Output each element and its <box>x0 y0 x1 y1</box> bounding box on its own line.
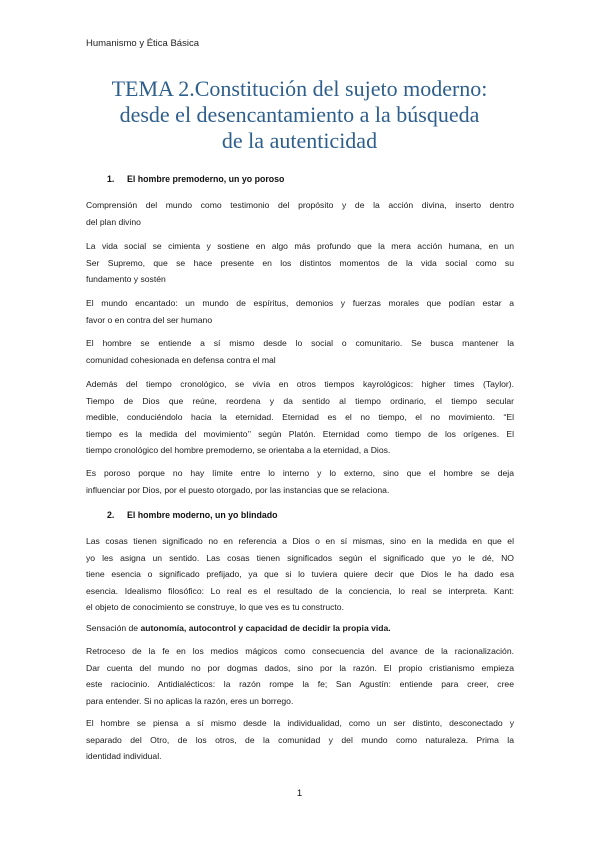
section-heading-1 <box>107 174 284 184</box>
paragraph-line: Retroceso de la fe en los medios mágicos como consecuencia del avance de la racionalización. <box>86 646 514 656</box>
paragraph-line: este raciocinio. Antidialécticos: la razón rompe la fe; San Agustín: entiende para creer, cree <box>86 679 514 689</box>
paragraph-line: yo les asigna un sentido. Las cosas tienen significados según el significado que yo le dé, NO <box>86 552 514 563</box>
paragraph-line: Ser Supremo, que se hace presente en los distintos momentos de la vida social como su <box>86 257 514 268</box>
paragraph-line: separado del Otro, de los otros, de la comunidad y del mundo como naturaleza. Prima la <box>86 734 514 745</box>
title-line: desde el desencantamiento a la búsqueda <box>119 102 480 127</box>
paragraph-line: El hombre se piensa a sí mismo desde la individualidad, como un ser distinto, desconectado y <box>86 718 514 728</box>
paragraph-line: comunidad cohesionada en defensa contra el mal <box>86 354 276 365</box>
paragraph <box>86 533 514 616</box>
paragraph-line: tiempo cronológico del hombre premoderno, se orientaba a la eternidad, a Dios. <box>86 445 391 455</box>
page-number: 1 <box>296 788 303 799</box>
paragraph-line: esencia. Idealismo filosófico: Lo real es el resultado de la conciencia, lo real se interpreta. Kant: <box>86 585 514 596</box>
paragraph-line: Es poroso porque no hay límite entre lo interno y lo externo, sino que el hombre se deja <box>86 468 514 478</box>
paragraph <box>86 197 514 230</box>
paragraph <box>86 465 514 498</box>
title-line: de la autenticidad <box>221 128 378 153</box>
paragraph <box>86 238 514 288</box>
paragraph-line: para entender. Si no aplicas la razón, eres un borrego. <box>86 695 294 706</box>
paragraph <box>86 643 514 709</box>
paragraph-line: fundamento y sostén <box>86 274 166 284</box>
paragraph-line: Además del tiempo cronológico, se vivía en otros tiempos kayrológicos: higher times (Taylor). <box>86 379 514 389</box>
section-title: El hombre moderno, un yo blindado <box>127 510 278 520</box>
paragraph-line: Las cosas tienen significado no en referencia a Dios o en sí mismas, sino en la medida en que el <box>86 536 514 546</box>
paragraph-line: del plan divino <box>86 216 141 227</box>
paragraph-line: Dar cuenta del mundo no por dogmas dados, sino por la razón. El propio cristianismo empieza <box>86 662 514 673</box>
paragraph <box>86 335 514 368</box>
emphasis-text: autonomía, autocontrol y capacidad de decidir la propia vida. <box>140 623 391 633</box>
section-title: El hombre premoderno, un yo poroso <box>127 174 285 184</box>
paragraph-line: La vida social se cimienta y sostiene en algo más profundo que la mera acción humana, en un <box>86 241 514 251</box>
paragraph-line: El hombre se entiende a sí mismo desde lo social o comunitario. Se busca mantener la <box>86 338 514 348</box>
paragraph-line: tiempo es la medida del movimiento’’ según Platón. Eternidad como tiempo de los orígenes. El <box>86 428 514 439</box>
title-line: TEMA 2.Constitución del sujeto moderno: <box>111 76 488 101</box>
paragraph-line: favor o en contra del ser humano <box>86 314 213 325</box>
section-number: 2. <box>107 510 115 520</box>
paragraph-line: El mundo encantado: un mundo de espíritus, demonios y fuerzas morales que podían estar a <box>86 298 514 308</box>
paragraph-line: tiene esencia o significado prefijado, ya que si lo tuviera quiere decir que Dios le ha dado esa <box>86 569 514 579</box>
paragraph-line: Comprensión del mundo como testimonio del propósito y de la acción divina, inserto dentro <box>86 200 514 210</box>
running-header: Humanismo y Ética Básica <box>86 38 199 49</box>
paragraph-line: influenciar por Dios, por el puesto otorgado, por las instancias que se relaciona. <box>86 484 390 495</box>
paragraph-line: identidad individual. <box>86 751 162 761</box>
paragraph-line: medible, conduciéndolo hacia la eternidad. Eternidad es el no tiempo, el no movimiento. “El <box>86 412 514 422</box>
section-heading-2 <box>107 510 278 520</box>
paragraph <box>86 295 514 328</box>
paragraph-line: el objeto de conocimiento se construye, lo que ves es tu constructo. <box>86 602 344 612</box>
paragraph-prefix: Sensación de <box>86 623 141 633</box>
page-title <box>70 76 529 154</box>
paragraph-line <box>86 620 514 637</box>
paragraph <box>86 715 514 765</box>
paragraph-line: Tiempo de Dios que reúne, reordena y da sentido al tiempo ordinario, el tiempo secular <box>86 395 514 406</box>
section-number: 1. <box>107 174 115 184</box>
paragraph <box>86 620 514 637</box>
paragraph <box>86 376 514 459</box>
